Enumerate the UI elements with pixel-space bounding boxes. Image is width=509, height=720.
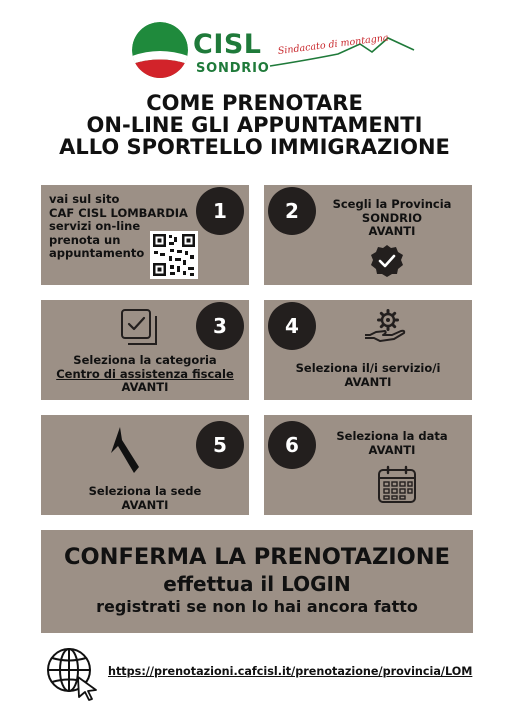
cursor-arrow-icon <box>109 427 143 475</box>
step-card-5 <box>41 415 249 515</box>
step-line: AVANTI <box>344 374 392 389</box>
step-line: AVANTI <box>368 442 416 457</box>
step-line: Centro di assistenza fiscale <box>56 366 234 381</box>
confirm-heading: CONFERMA LA PRENOTAZIONE <box>64 544 450 570</box>
step-card-2 <box>264 185 472 285</box>
brand-city: SONDRIO <box>196 61 270 76</box>
login-instruction: effettua il LOGIN <box>163 572 351 596</box>
step-card-3 <box>41 300 249 400</box>
step-line: Seleziona il/i servizio/i <box>295 361 441 375</box>
step-line: vai sul sito <box>49 192 120 206</box>
hand-gear-icon <box>364 308 406 344</box>
page-title <box>0 92 509 158</box>
step-text <box>322 198 462 239</box>
step-number-badge: 5 <box>196 421 244 469</box>
qr-code-icon[interactable] <box>150 231 198 279</box>
step-line: Seleziona la data <box>336 429 448 443</box>
step-line: AVANTI <box>121 380 169 394</box>
title-line: COME PRENOTARE <box>146 91 363 115</box>
booking-url-link[interactable]: https://prenotazioni.cafcisl.it/prenotazione/provincia/LOM <box>108 665 473 678</box>
step-card-1 <box>41 185 249 285</box>
step-text <box>41 485 249 512</box>
confirm-box <box>41 530 473 633</box>
checkbox-icon <box>120 308 160 346</box>
title-line: ON-LINE GLI APPUNTAMENTI <box>86 113 423 137</box>
step-line: prenota un <box>49 232 121 247</box>
step-text <box>41 354 249 395</box>
title-line: ALLO SPORTELLO IMMIGRAZIONE <box>59 135 450 159</box>
cisl-logo-mark <box>132 22 188 78</box>
step-number-badge: 2 <box>268 187 316 235</box>
step-card-6 <box>264 415 472 515</box>
step-number-badge: 3 <box>196 302 244 350</box>
step-line: Scegli la Provincia <box>332 197 452 211</box>
check-badge-icon <box>370 244 404 278</box>
step-number-badge: 6 <box>268 421 316 469</box>
step-number-badge: 1 <box>196 187 244 235</box>
step-card-4 <box>264 300 472 400</box>
globe-cursor-icon <box>44 645 100 701</box>
step-line: appuntamento <box>49 246 145 260</box>
step-line: AVANTI <box>121 497 169 512</box>
step-line: SONDRIO <box>361 210 423 225</box>
step-text <box>264 362 472 389</box>
step-line: Seleziona la sede <box>88 484 202 498</box>
calendar-icon <box>377 465 417 505</box>
brand-name: CISL <box>193 29 262 60</box>
step-line: Seleziona la categoria <box>73 353 217 367</box>
register-instruction: registrati se non lo hai ancora fatto <box>96 597 418 616</box>
step-line: AVANTI <box>368 224 416 238</box>
step-line: CAF CISL LOMBARDIA <box>49 205 188 220</box>
brand-tagline: Sindacato di montagna <box>277 32 390 57</box>
step-number-badge: 4 <box>268 302 316 350</box>
step-text <box>322 430 462 457</box>
step-line: servizi on-line <box>49 219 141 233</box>
